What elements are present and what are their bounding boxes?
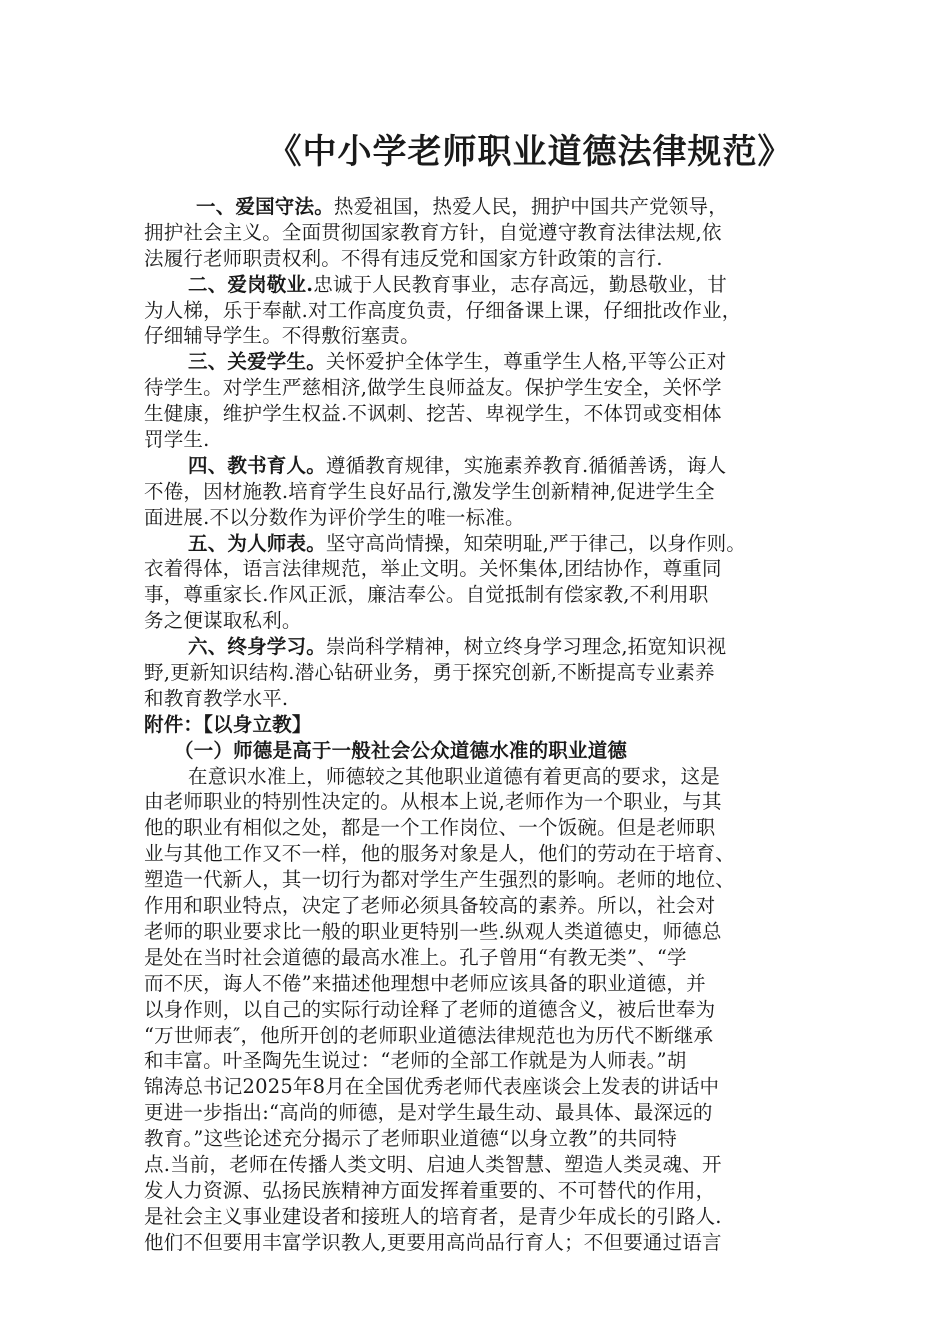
section-4-first-line: [144, 453, 816, 479]
document-body: [144, 194, 816, 1256]
section-5-line: 务之便谋取私利。: [144, 609, 302, 633]
section-6-line: 野,更新知识结构.潜心钻研业务，勇于探究创新,不断提高专业素养: [144, 661, 715, 685]
section-2-text: 忠诚于人民教育事业，志存高远，勤恳敬业，甘: [313, 272, 727, 296]
section-4-text: 遵循教育规律，实施素养教育.循循善诱，诲人: [325, 453, 727, 477]
section-3-line: 罚学生.: [144, 428, 210, 452]
paragraph-line: 他的职业有相似之处，都是一个工作岗位、一个饭碗。但是老师职: [144, 816, 716, 840]
section-3-text: 关怀爱护全体学生，尊重学生人格,平等公正对: [325, 350, 727, 374]
section-4-line: 不倦，因材施教.培育学生良好品行,激发学生创新精神,促进学生全: [144, 479, 715, 503]
paragraph-line: 锦涛总书记2025年8月在全国优秀老师代表座谈会上发表的讲话中: [144, 1075, 720, 1099]
section-4-heading: 四、教书育人。: [188, 453, 326, 477]
section-5-line: 衣着得体，语言法律规范，举止文明。关怀集体,团结协作，尊重同: [144, 557, 722, 581]
paragraph-line: 点.当前，老师在传播人类文明、启迪人类智慧、塑造人类灵魂、开: [144, 1152, 722, 1176]
paragraph-line: 业与其他工作又不一样，他的服务对象是人，他们的劳动在于培育、: [144, 842, 736, 866]
paragraph-line: 由老师职业的特别性决定的。从根本上说,老师作为一个职业，与其: [144, 790, 722, 814]
document-title: 《中小学老师职业道德法律规范》: [267, 132, 793, 172]
section-3-line: 待学生。对学生严慈相济,做学生良师益友。保护学生安全，关怀学: [144, 376, 722, 400]
section-3-first-line: [144, 349, 816, 375]
paragraph-line: 教育。”这些论述充分揭示了老师职业道德“以身立教”的共同特: [144, 1127, 677, 1151]
section-2-heading: 二、爱岗敬业.: [188, 272, 314, 296]
section-1-line: 拥护社会主义。全面贯彻国家教育方针，自觉遵守教育法律法规,依: [144, 220, 722, 244]
section-6-heading: 六、终身学习。: [188, 635, 326, 659]
section-2-first-line: [144, 272, 816, 298]
paragraph-line: 在意识水准上，师德较之其他职业道德有着更高的要求，这是: [188, 764, 720, 788]
section-3-heading: 三、关爱学生。: [188, 350, 326, 374]
section-5-first-line: [144, 531, 816, 557]
paragraph-line: 老师的职业要求比一般的职业更特别一些.纵观人类道德史，师德总: [144, 919, 722, 943]
section-5-text: 坚守高尚情操，知荣明耻,严于律己，以身作则。: [325, 531, 747, 555]
section-4-line: 面进展.不以分数作为评价学生的唯一标准。: [144, 505, 525, 529]
paragraph-line: 以身作则，以自己的实际行动诠释了老师的道德含义，被后世奉为: [144, 997, 716, 1021]
section-2-line: 仔细辅导学生。不得敷衍塞责。: [144, 324, 420, 348]
paragraph-line: 塑造一代新人，其一切行为都对学生产生强烈的影响。老师的地位、: [144, 868, 736, 892]
paragraph-line: 更进一步指出:“高尚的师德，是对学生最生动、最具体、最深远的: [144, 1101, 713, 1125]
section-1-line: 法履行老师职责权利。不得有违反党和国家方针政策的言行.: [144, 246, 663, 270]
section-5-line: 事，尊重家长.作风正派，廉洁奉公。自觉抵制有偿家教,不利用职: [144, 583, 709, 607]
paragraph-line: 而不厌，诲人不倦”来描述他理想中老师应该具备的职业道德，并: [144, 971, 706, 995]
section-5-heading: 五、为人师表。: [188, 531, 326, 555]
paragraph-line: 是处在当时社会道德的最高水准上。孔子曾用“有教无类”、“学: [144, 945, 687, 969]
section-2-line: 为人梯，乐于奉献.对工作高度负责，仔细备课上课，仔细批改作业，: [144, 298, 742, 322]
section-1-text: 热爱祖国，热爱人民，拥护中国共产党领导，: [333, 195, 728, 218]
section-1-first-line: [144, 194, 816, 220]
section-6-text: 崇尚科学精神，树立终身学习理念,拓宽知识视: [325, 635, 727, 659]
paragraph-line: 作用和职业特点，决定了老师必须具备较高的素养。所以，社会对: [144, 894, 716, 918]
appendix-subheading: （一）师德是高于一般社会公众道德水准的职业道德: [174, 738, 628, 762]
paragraph-line: 和丰富。叶圣陶先生说过：“老师的全部工作就是为人师表。”胡: [144, 1049, 687, 1073]
paragraph-line: 是社会主义事业建设者和接班人的培育者，是青少年成长的引路人.: [144, 1204, 722, 1228]
section-6-first-line: [144, 634, 816, 660]
appendix-title: 附件：【以身立教】: [144, 712, 312, 736]
paragraph-line: 他们不但要用丰富学识教人,更要用高尚品行育人；不但要通过语言: [144, 1230, 722, 1254]
section-3-line: 生健康，维护学生权益.不讽刺、挖苦、卑视学生，不体罚或变相体: [144, 402, 722, 426]
paragraph-line: 发人力资源、弘扬民族精神方面发挥着重要的、不可替代的作用，: [144, 1178, 716, 1202]
section-6-line: 和教育教学水平.: [144, 686, 289, 710]
paragraph-line: “万世师表″，他所开创的老师职业道德法律规范也为历代不断继承: [144, 1023, 714, 1047]
section-1-heading: 一、爱国守法。: [196, 195, 334, 218]
